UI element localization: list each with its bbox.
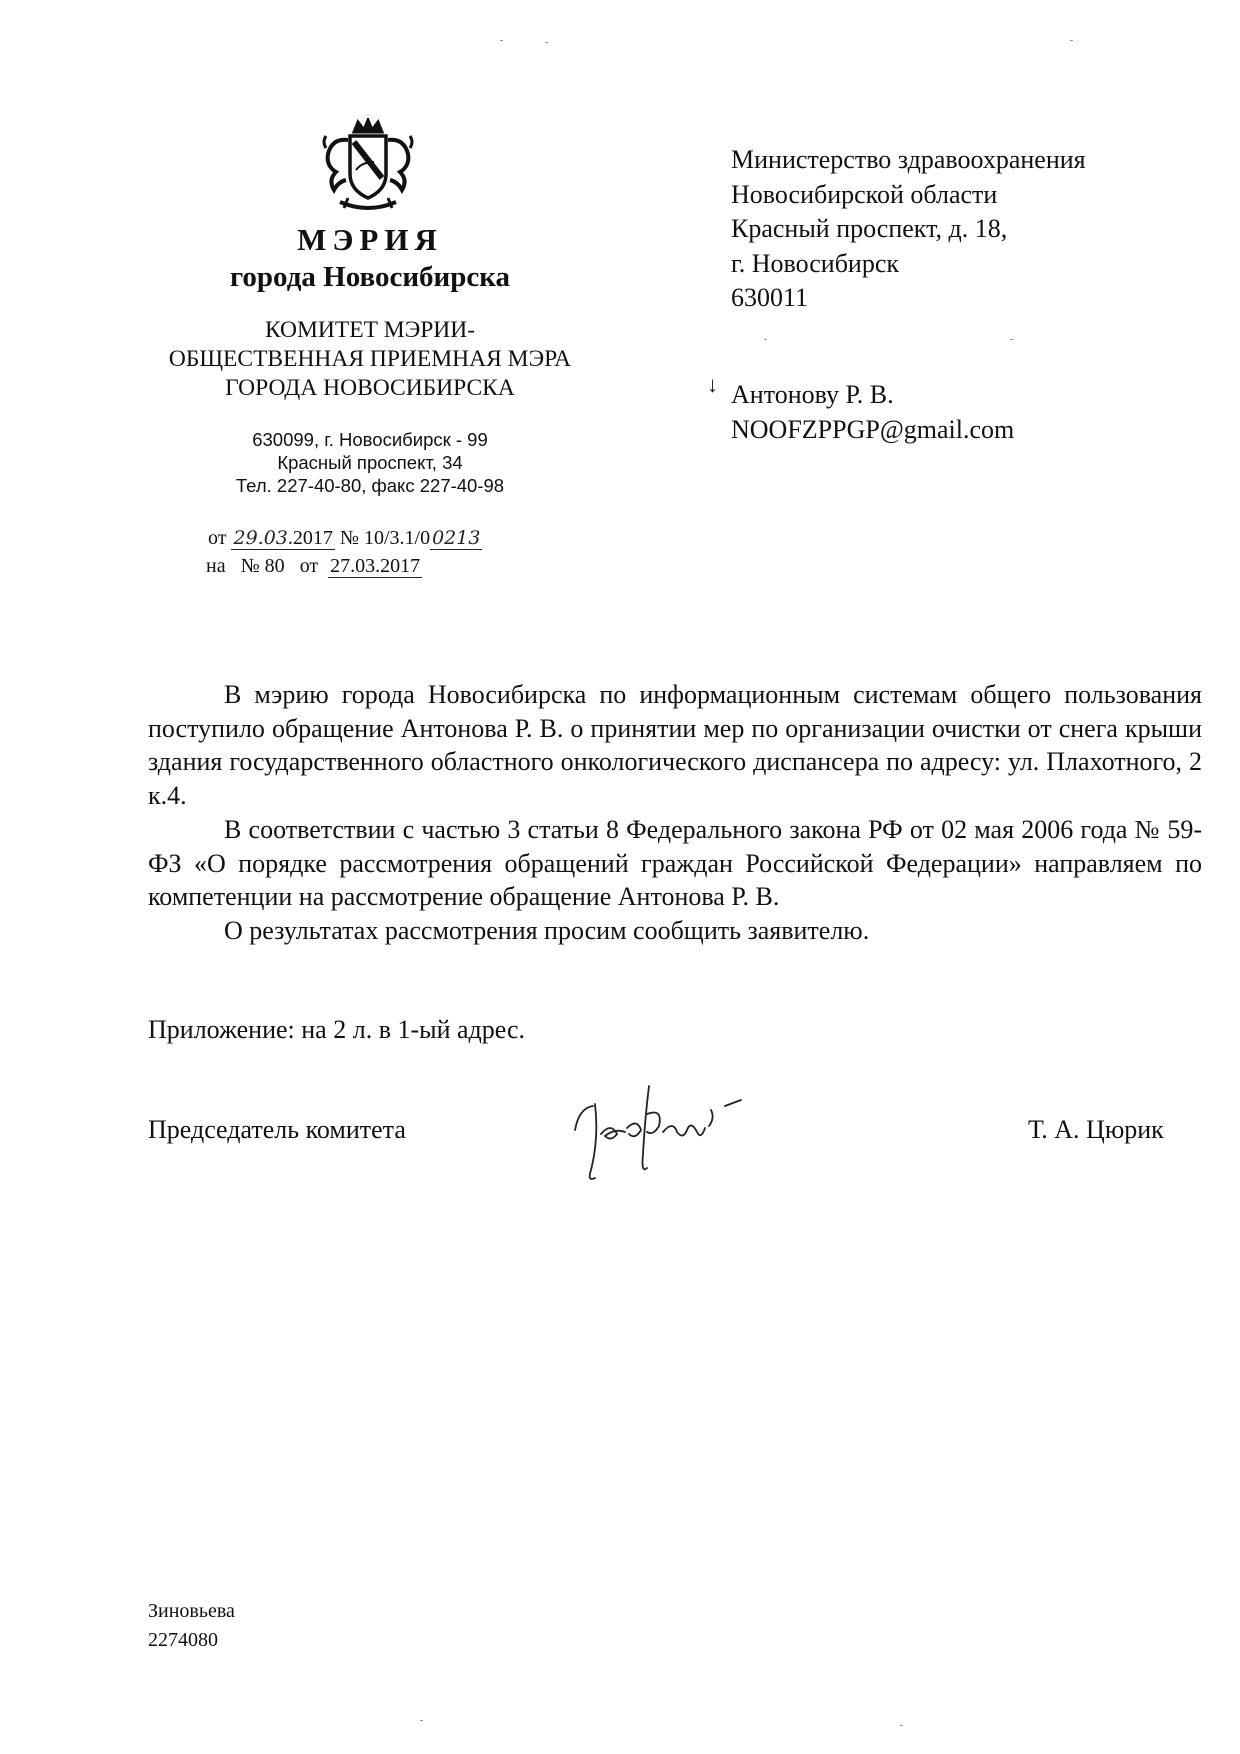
handwritten-mark: ↓ [707, 372, 718, 397]
sender-address [200, 428, 540, 497]
address-line: Тел. 227-40-80, факс 227-40-98 [235, 475, 505, 496]
org-city: города Новосибирска [229, 261, 511, 293]
recipient-line: Красный проспект, д. 18, [731, 214, 1008, 243]
coat-of-arms-emblem [318, 118, 418, 216]
outgoing-number: № 10/3.1/0 0213 [339, 527, 481, 549]
handwritten-signature [565, 1078, 765, 1188]
registration-details [208, 524, 568, 580]
scan-speck [900, 1725, 903, 1726]
executor-block [148, 1597, 235, 1655]
recipient-line: 630011 [731, 283, 809, 312]
reply-to-label: на [206, 555, 226, 577]
body-paragraph: В мэрию города Новосибирска по информационным системам общего пользования поступило обращение Антонова Р. В. о принятии мер по организации очистки от снега крыши здания государственного областного онкологического диспансера по адресу: ул. Плахотного, 2 к.4. [148, 680, 1202, 811]
addressee-email: NOOFZPPGP@gmail.com [731, 414, 1015, 444]
reply-from-label: от [299, 555, 319, 577]
address-line: Красный проспект, 34 [277, 452, 463, 473]
addressee-name: Антонову Р. В. [731, 380, 894, 409]
letter-body [148, 678, 1202, 948]
committee-name [140, 316, 600, 403]
scan-speck [420, 1720, 423, 1721]
scan-speck [500, 40, 503, 41]
scan-speck [764, 339, 767, 340]
handwritten-number: 0213 [432, 527, 481, 549]
recipient-line: Министерство здравоохранения [731, 145, 1086, 174]
signatory-name: Т. А. Цюрик [1028, 1115, 1164, 1144]
attachment-note: Приложение: на 2 л. в 1-ый адрес. [148, 1015, 526, 1044]
recipient-block [731, 143, 1211, 316]
body-paragraph: О результатах рассмотрения просим сообщить заявителю. [224, 915, 870, 945]
address-line: 630099, г. Новосибирск - 99 [252, 429, 488, 450]
scan-speck [1070, 40, 1073, 41]
recipient-line: Новосибирской области [731, 179, 998, 209]
committee-line: КОМИТЕТ МЭРИИ- [264, 317, 476, 343]
signatory-position: Председатель комитета [148, 1115, 406, 1144]
outgoing-number-line [208, 524, 568, 552]
committee-line: ОБЩЕСТВЕННАЯ ПРИЕМНАЯ МЭРА [168, 346, 572, 372]
committee-line: ГОРОДА НОВОСИБИРСКА [225, 375, 515, 401]
recipient-line: г. Новосибирск [731, 248, 900, 278]
date-year: .2017 [287, 527, 333, 549]
body-paragraph: В соответствии с частью 3 статьи 8 Федерального закона РФ от 02 мая 2006 года № 59-ФЗ «О порядке рассмотрения обращений граждан Российской Федерации» направляем по компетенции на рассмотрение обращение Антонова Р. В. [148, 814, 1202, 912]
executor-phone: 2274080 [148, 1629, 218, 1651]
addressee-block [731, 378, 1211, 447]
handwritten-date: 29.03 [233, 527, 288, 549]
org-title: МЭРИЯ [297, 222, 443, 257]
reply-to-number: № 80 [240, 555, 285, 577]
outgoing-date [231, 527, 334, 550]
scan-speck [545, 42, 548, 43]
from-label: от [208, 527, 227, 549]
executor-name: Зиновьева [148, 1600, 235, 1622]
reply-date: 27.03.2017 [330, 555, 421, 577]
scan-speck [1010, 339, 1013, 340]
reply-reference-line [206, 552, 568, 580]
